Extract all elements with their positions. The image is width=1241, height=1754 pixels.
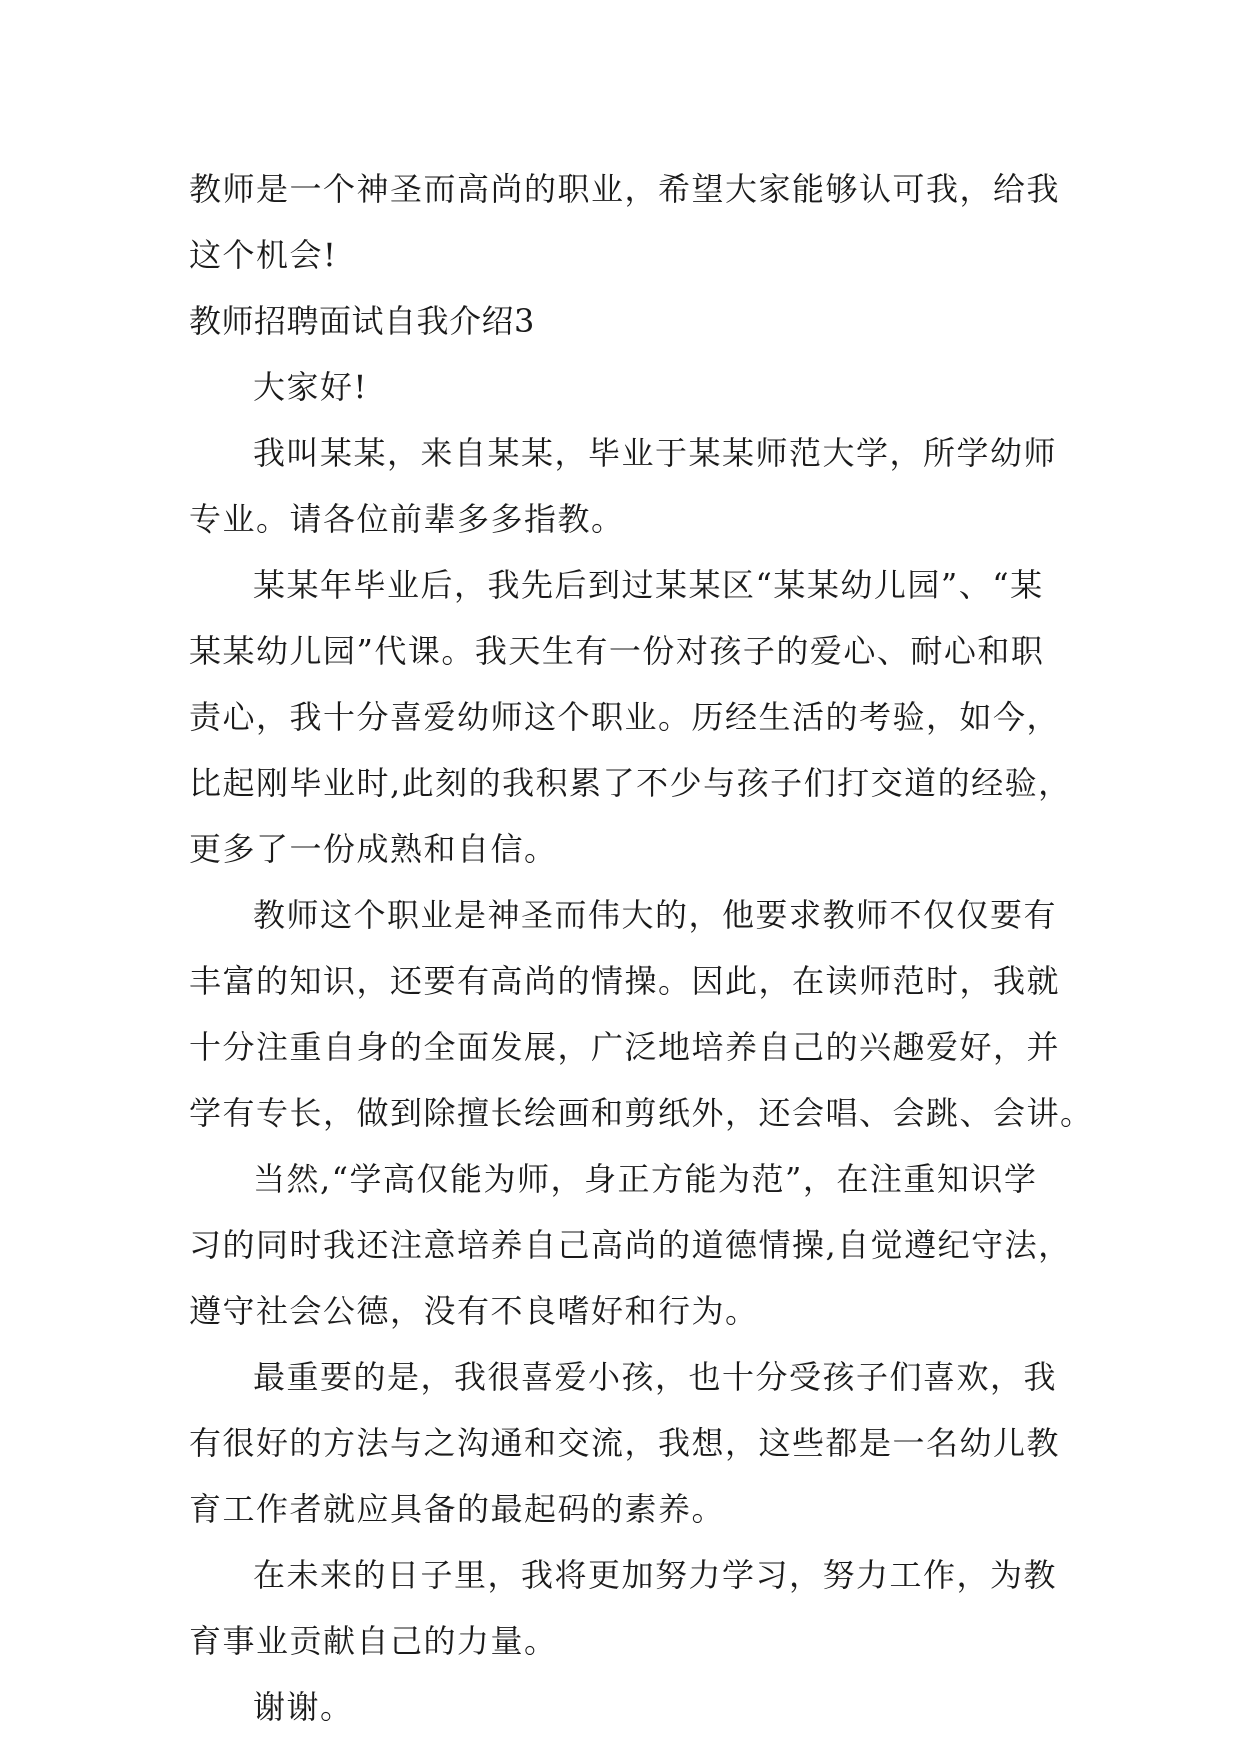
text-line: 比起刚毕业时,此刻的我积累了不少与孩子们打交道的经验，: [189, 764, 1072, 802]
text-line: 育工作者就应具备的最起码的素养。: [189, 1490, 726, 1528]
document-page: [189, 156, 1094, 1740]
text-line: 责心，我十分喜爱幼师这个职业。历经生活的考验，如今，: [189, 698, 1061, 736]
text-line: 我叫某某，来自某某，毕业于某某师范大学，所学幼师: [253, 434, 1058, 472]
text-line: 十分注重自身的全面发展，广泛地培养自己的兴趣爱好，并: [189, 1028, 1061, 1066]
text-line: 教师这个职业是神圣而伟大的，他要求教师不仅仅要有: [253, 896, 1058, 934]
text-line: 当然,“学高仅能为师，身正方能为范”，在注重知识学: [253, 1160, 1038, 1198]
text-line: 专业。请各位前辈多多指教。: [189, 500, 625, 538]
text-line: 育事业贡献自己的力量。: [189, 1622, 558, 1660]
text-line: 教师是一个神圣而高尚的职业，希望大家能够认可我，给我: [189, 170, 1061, 208]
text-line: 这个机会!: [189, 236, 338, 274]
greeting-line: 大家好!: [253, 368, 368, 406]
closing-line: 谢谢。: [253, 1688, 354, 1726]
text-line: 最重要的是，我很喜爱小孩，也十分受孩子们喜欢，我: [253, 1358, 1058, 1396]
text-line: 有很好的方法与之沟通和交流，我想，这些都是一名幼儿教: [189, 1424, 1061, 1462]
text-line: 更多了一份成熟和自信。: [189, 830, 558, 868]
text-line: 丰富的知识，还要有高尚的情操。因此，在读师范时，我就: [189, 962, 1061, 1000]
text-line: 某某幼儿园”代课。我天生有一份对孩子的爱心、耐心和职: [189, 632, 1045, 670]
text-line: 习的同时我还注意培养自己高尚的道德情操,自觉遵纪守法，: [189, 1226, 1072, 1264]
text-line: 某某年毕业后，我先后到过某某区“某某幼儿园”、“某: [253, 566, 1044, 604]
text-line: 遵守社会公德，没有不良嗜好和行为。: [189, 1292, 759, 1330]
text-line: 在未来的日子里，我将更加努力学习，努力工作，为教: [253, 1556, 1058, 1594]
section-heading: 教师招聘面试自我介绍3: [189, 302, 535, 340]
text-line: 学有专长，做到除擅长绘画和剪纸外，还会唱、会跳、会讲。: [189, 1094, 1094, 1132]
